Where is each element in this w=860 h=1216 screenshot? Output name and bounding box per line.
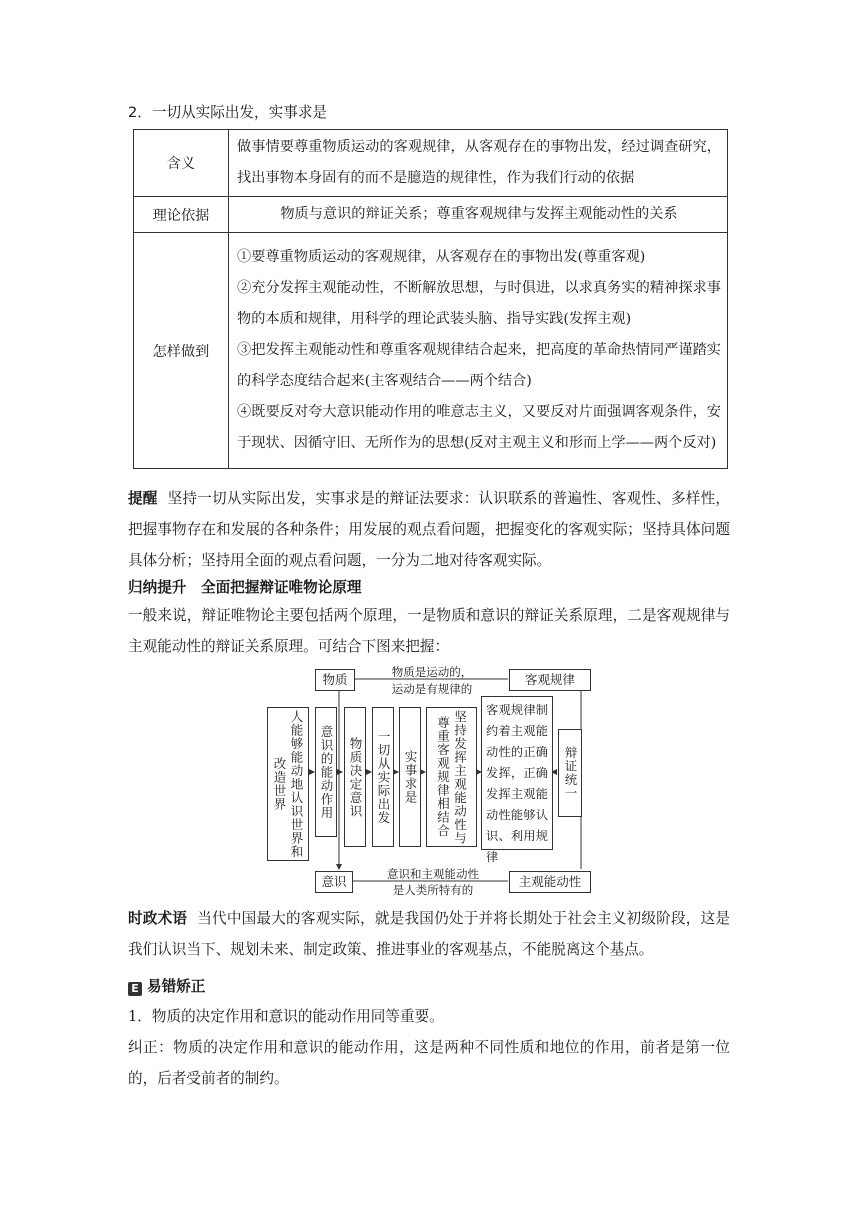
politics-paragraph	[128, 903, 730, 965]
table-row-basis	[134, 197, 728, 233]
errors-title: 易错矫正	[147, 978, 206, 995]
bottom-label-1: 意识和主观能动性	[387, 867, 479, 881]
tip-label: 提醒	[128, 490, 158, 507]
col-human-ability: 人能够能动地认识世界和改造世界	[267, 707, 309, 861]
list-item: ①要尊重物质运动的客观规律，从客观存在的事物出发(尊重客观)	[237, 249, 646, 265]
tip-paragraph	[128, 483, 730, 576]
row-body: 物质与意识的辩证关系；尊重客观规律与发挥主观能动性的关系	[229, 197, 728, 233]
col-from-reality: 一切从实际出发	[372, 707, 394, 847]
error-item-1: 1．物质的决定作用和意识的能动作用同等重要。	[128, 1008, 444, 1025]
table-row-meaning	[134, 130, 728, 197]
list-item: ④既要反对夸大意识能动作用的唯意志主义，又要反对片面强调客观条件，安于现状、因循守旧、无所作为的思想(反对主观主义和形而上学——两个反对)	[237, 404, 721, 451]
list-item: ②充分发挥主观能动性，不断解放思想，与时俱进，以求真务实的精神探求事物的本质和规律，用科学的理论武装头脑、指导实践(发挥主观)	[237, 280, 721, 327]
error-correction-icon: E	[128, 982, 142, 996]
row-head: 含义	[134, 130, 229, 197]
summary-title: 归纳提升 全面把握辩证唯物论原理	[128, 579, 362, 596]
col-consciousness-role: 意识的能动作用	[315, 707, 337, 837]
col-law-restricts: 客观规律制约着主观能动性的正确发挥，正确发挥主观能动性能够认识、利用规律	[481, 696, 553, 850]
top-label-1: 物质是运动的，	[391, 665, 473, 679]
table-row-how	[134, 233, 728, 469]
tip-text: 坚持一切从实际出发，实事求是的辩证法要求：认识联系的普遍性、客观性、多样性，把握事物存在和发展的各种条件；用发展的观点看问题，把握变化的客观实际；坚持具体问题具体分析；坚持用全面的观点看问题，一分为二地对待客观实际。	[128, 490, 730, 569]
principle-table	[133, 129, 728, 469]
politics-text: 当代中国最大的客观实际，就是我国仍处于并将长期处于社会主义初级阶段，这是我们认识当下、规划未来、制定政策、推进事业的客观基点，不能脱离这个基点。	[128, 910, 730, 958]
row-body	[229, 233, 728, 469]
row-head: 理论依据	[134, 197, 229, 233]
bottom-label-2: 是人类所特有的	[392, 883, 474, 897]
col-seek-truth: 实事求是	[399, 707, 421, 847]
dialectical-diagram	[262, 664, 602, 896]
objective-law-box: 客观规律	[509, 669, 591, 691]
top-label-2: 运动是有规律的	[391, 682, 473, 696]
errors-heading	[128, 975, 205, 996]
error-item-1-fix: 纠正：物质的决定作用和意识的能动作用，这是两种不同性质和地位的作用，前者是第一位的，后者受前者的制约。	[128, 1039, 730, 1087]
list-item: ③把发挥主观能动性和尊重客观规律结合起来，把高度的革命热情同严谨踏实的科学态度结合起来(主客观结合——两个结合)	[237, 342, 721, 389]
row-head: 怎样做到	[134, 233, 229, 469]
col-combine: 坚持发挥主观能动性与尊重客观规律相结合	[426, 707, 477, 847]
col-matter-decides: 物质决定意识	[344, 707, 366, 847]
subjective-initiative-box: 主观能动性	[509, 871, 591, 893]
summary-text: 一般来说，辩证唯物论主要包括两个原理，一是物质和意识的辩证关系原理，二是客观规律与主观能动性的辩证关系原理。可结合下图来把握：	[128, 607, 730, 655]
row-body: 做事情要尊重物质运动的客观规律，从客观存在的事物出发，经过调查研究，找出事物本身固有的而不是臆造的规律性，作为我们行动的依据	[229, 130, 728, 197]
consciousness-box: 意识	[315, 871, 353, 893]
col-dialectic-unity: 辩证统一	[558, 729, 582, 817]
section-title: 2．一切从实际出发，实事求是	[128, 104, 328, 121]
politics-label: 时政术语	[128, 910, 188, 927]
matter-box: 物质	[315, 669, 355, 691]
